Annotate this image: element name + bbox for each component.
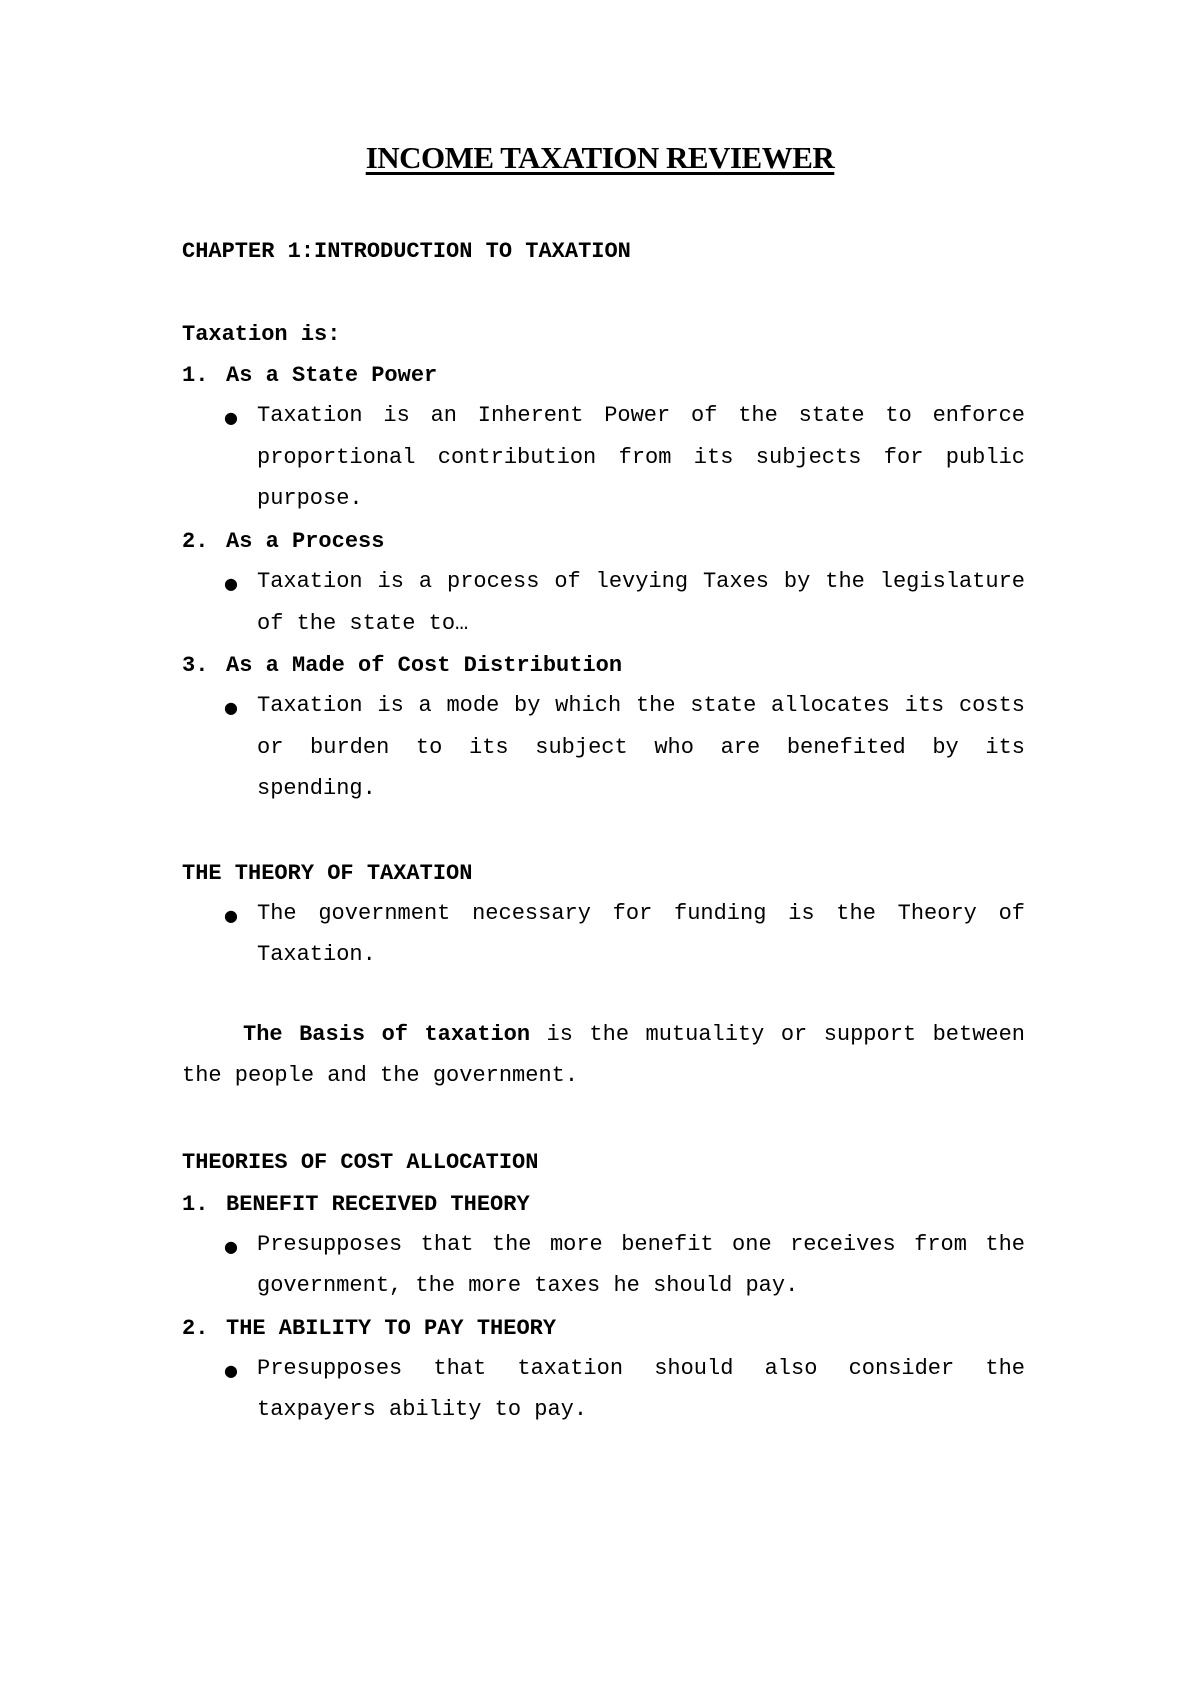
bullet-icon: ● bbox=[224, 698, 238, 717]
cost-theory-heading-1 bbox=[182, 1194, 530, 1216]
theory-heading: THE THEORY OF TAXATION bbox=[182, 861, 473, 886]
definition-bullet-2 bbox=[257, 561, 1025, 644]
bullet-text: The government necessary for funding is the Theory of Taxation. bbox=[257, 901, 1025, 967]
chapter-heading: CHAPTER 1:INTRODUCTION TO TAXATION bbox=[182, 239, 631, 264]
bullet-icon: ● bbox=[224, 1361, 238, 1380]
basis-text: is the mutuality or support between the people and the government. bbox=[182, 1022, 1026, 1088]
bullet-icon: ● bbox=[224, 408, 238, 427]
cost-theory-heading-2 bbox=[182, 1318, 556, 1340]
bullet-text: Presupposes that taxation should also consider the taxpayers ability to pay. bbox=[257, 1356, 1025, 1422]
theory-number: 1. bbox=[182, 1192, 209, 1217]
cost-theory-bullet-2 bbox=[257, 1348, 1025, 1430]
cost-theory-bullet-1 bbox=[257, 1224, 1025, 1306]
definition-number: 2. bbox=[182, 529, 209, 554]
basis-paragraph bbox=[182, 1014, 1025, 1096]
document-title: INCOME TAXATION REVIEWER bbox=[365, 140, 835, 175]
taxation-intro: Taxation is: bbox=[182, 322, 341, 347]
definition-title: As a State Power bbox=[226, 363, 438, 388]
definition-heading-2 bbox=[182, 531, 384, 553]
definition-title: As a Process bbox=[226, 529, 385, 554]
bullet-text: Presupposes that the more benefit one receives from the government, the more taxes he should pay. bbox=[257, 1232, 1025, 1298]
bullet-icon: ● bbox=[224, 574, 238, 593]
theory-title: BENEFIT RECEIVED THEORY bbox=[226, 1192, 530, 1217]
theory-bullet bbox=[257, 893, 1025, 975]
bullet-icon: ● bbox=[224, 1237, 238, 1256]
basis-bold-term: The Basis of taxation bbox=[243, 1022, 531, 1047]
definition-heading-3 bbox=[182, 655, 622, 677]
theory-number: 2. bbox=[182, 1316, 209, 1341]
definition-number: 3. bbox=[182, 653, 209, 678]
definition-title: As a Made of Cost Distribution bbox=[226, 653, 623, 678]
bullet-text: Taxation is an Inherent Power of the state to enforce proportional contribution from its subjects for public purpose. bbox=[257, 403, 1025, 511]
definition-bullet-3 bbox=[257, 685, 1025, 810]
bullet-text: Taxation is a process of levying Taxes by the legislature of the state to… bbox=[257, 569, 1025, 636]
theory-title: THE ABILITY TO PAY THEORY bbox=[226, 1316, 557, 1341]
definition-heading-1 bbox=[182, 365, 437, 387]
bullet-icon: ● bbox=[224, 906, 238, 925]
definition-number: 1. bbox=[182, 363, 209, 388]
definition-bullet-1 bbox=[257, 395, 1025, 520]
bullet-text: Taxation is a mode by which the state allocates its costs or burden to its subject who are benefited by its spending. bbox=[257, 693, 1025, 801]
cost-allocation-heading: THEORIES OF COST ALLOCATION bbox=[182, 1150, 539, 1175]
